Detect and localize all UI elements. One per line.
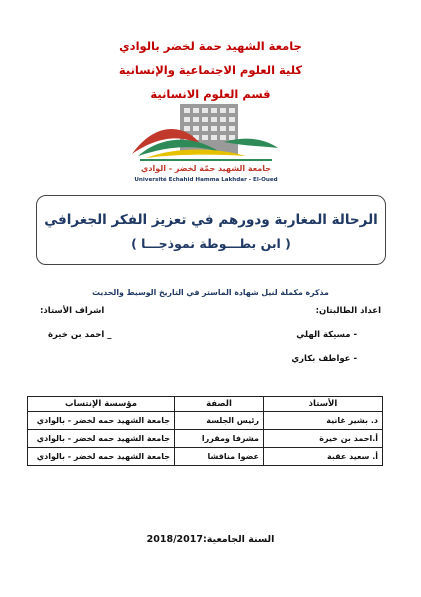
- student-name-2-text: عواطف بكاري: [291, 354, 351, 364]
- table-row: [28, 412, 383, 430]
- cell-institution: جامعة الشهيد حمه لخضر - بالوادي: [28, 448, 175, 466]
- thesis-subtitle: ( ابن بطـــوطة نموذجـــا ): [131, 236, 291, 251]
- students-label: اعداد الطالبتان:: [315, 306, 381, 316]
- cell-professor: أ.احمد بن خيرة: [264, 430, 383, 448]
- table-row: [28, 448, 383, 466]
- cell-role: عضوا مناقشا: [175, 448, 264, 466]
- student-name-1-text: مسيكة الهلي: [296, 330, 351, 340]
- cell-professor: أ. سعيد عقبة: [264, 448, 383, 466]
- committee-table: [27, 396, 383, 466]
- cell-professor: د. بشير غانية: [264, 412, 383, 430]
- university-name: جامعة الشهيد حمة لخضر بالوادي: [119, 39, 302, 53]
- university-logo: [128, 96, 284, 184]
- student-name-1: - مسيكة الهلي: [296, 330, 357, 340]
- academic-year: السنة الجامعية:2018/2017: [146, 534, 275, 545]
- department-name: قسم العلوم الانسانية: [150, 87, 271, 101]
- title-frame: [36, 195, 386, 265]
- logo-caption-ar: جامعة الشهيد حمّة لخضر - الوادي: [141, 164, 271, 173]
- supervisor-name-text: احمد بن خيرة: [48, 330, 105, 340]
- cell-role: مشرفا ومقررا: [175, 430, 264, 448]
- faculty-name: كلية العلوم الاجتماعية والإنسانية: [118, 63, 303, 77]
- table-row: [28, 430, 383, 448]
- col-header-institution: مؤسسة الإنتساب: [28, 397, 175, 412]
- cell-role: رئيس الجلسة: [175, 412, 264, 430]
- cell-institution: جامعة الشهيد حمه لخضر - بالوادي: [28, 430, 175, 448]
- supervisor-name: _ احمد بن خيرة: [48, 330, 112, 340]
- table-header-row: [28, 397, 383, 412]
- supervisor-label: اشراف الأستاذ:: [40, 306, 105, 316]
- logo-caption-fr: Université Echahid Hamma Lakhdar - El-Oued: [134, 177, 278, 183]
- cell-institution: جامعة الشهيد حمه لخضر - بالوادي: [28, 412, 175, 430]
- thesis-title: الرحالة المغاربة ودورهم في تعزيز الفكر الجغرافي: [44, 212, 378, 228]
- col-header-professor: الأستاذ: [264, 397, 383, 412]
- student-name-2: - عواطف بكاري: [291, 354, 357, 364]
- col-header-role: الصفة: [175, 397, 264, 412]
- degree-statement: مذكرة مكملة لنيل شهادة الماستر في التاريخ الوسيط والحديث: [92, 288, 329, 297]
